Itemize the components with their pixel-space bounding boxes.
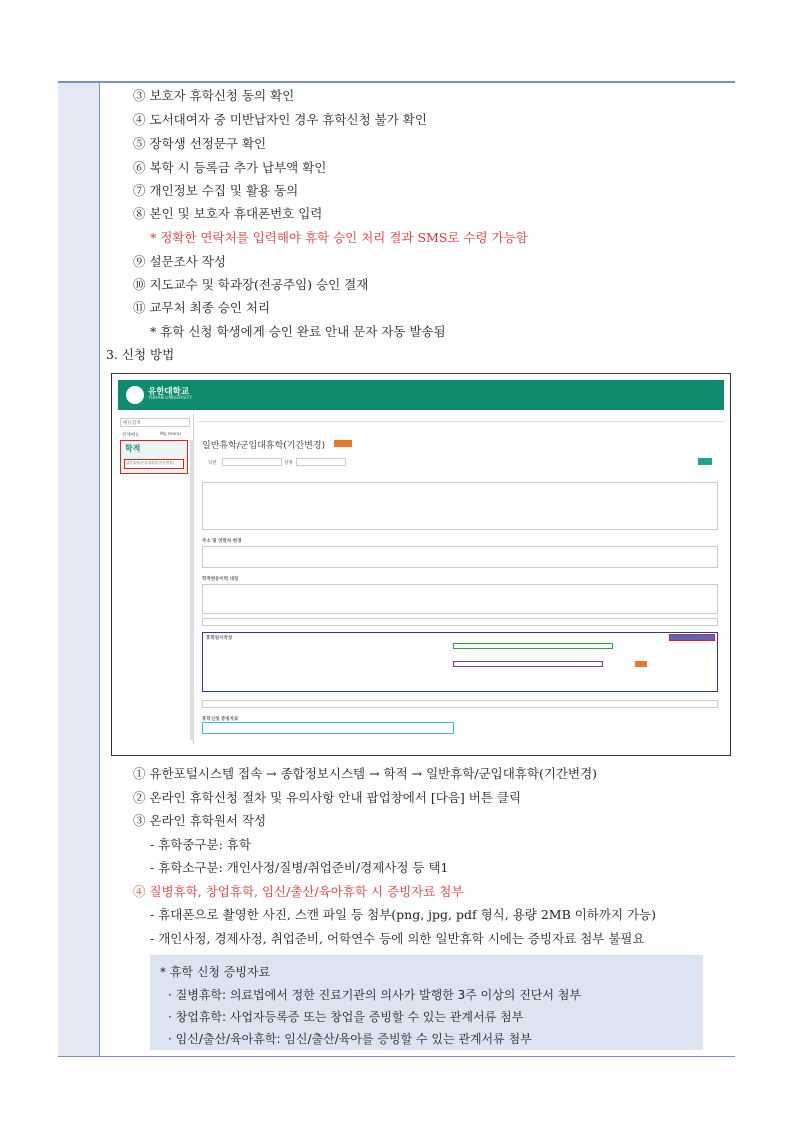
- sub-item-subcategory: - 휴학소구분: 개인사정/질병/취업준비/경제사정 등 택1: [150, 860, 449, 875]
- menu-search-input[interactable]: 메뉴검색: [120, 418, 190, 427]
- history-table: [202, 584, 718, 614]
- university-logo-icon: [126, 386, 144, 404]
- portal-sidebar: [118, 414, 194, 744]
- attachment-checklist[interactable]: [202, 722, 454, 734]
- step-6-tuition: ⑥ 복학 시 등록금 추가 납부액 확인: [133, 160, 327, 175]
- step-3-guardian: ③ 보호자 휴학신청 동의 확인: [133, 88, 295, 103]
- portal-screenshot: [111, 373, 731, 756]
- step-10-approval: ⑩ 지도교수 및 학과장(전공주임) 승인 결재: [133, 277, 369, 292]
- note-item-illness: · 질병휴학: 의료법에서 정한 진료기관의 의사가 발행한 3주 이상의 진단서 첨부: [168, 988, 581, 1002]
- step-11-final: ⑪ 교무처 최종 승인 처리: [133, 300, 271, 315]
- name-input[interactable]: [296, 458, 346, 466]
- menu-section-academic[interactable]: 학적 일반휴학/군입대휴학(기간변경): [120, 440, 188, 474]
- attachment-section-title: 휴학신청 증빙자료: [202, 717, 239, 722]
- contact-section-title: 주소 및 연락처 변경: [202, 539, 242, 544]
- step-4-library: ④ 도서대여자 중 미반납자인 경우 휴학신청 불가 확인: [133, 112, 427, 127]
- step-4-evidence: ④ 질병휴학, 창업휴학, 임신/출산/육아휴학 시 증빙자료 첨부: [133, 884, 464, 899]
- note-title: * 휴학 신청 증빙자료: [160, 965, 271, 979]
- leave-application-form: 휴학원서작성: [202, 632, 718, 692]
- note-item-parental: · 임신/출산/육아휴학: 임신/출산/육아를 증빙할 수 있는 관계서류 첨부: [168, 1032, 532, 1046]
- leave-type-field[interactable]: [453, 643, 613, 649]
- step-9-survey: ⑨ 설문조사 작성: [133, 254, 226, 269]
- history-section-title: 학적변동이력 대장: [202, 577, 239, 582]
- submit-button[interactable]: [669, 634, 715, 641]
- university-name: 유한대학교: [148, 387, 190, 397]
- page-title: 일반휴학/군입대휴학(기간변경): [202, 441, 326, 451]
- upload-button[interactable]: [635, 661, 647, 667]
- step-3-form: ③ 온라인 휴학원서 작성: [133, 813, 267, 828]
- step-8-phone: ⑧ 본인 및 보호자 휴대폰번호 입력: [133, 206, 323, 221]
- step-7-privacy: ⑦ 개인정보 수집 및 활용 동의: [133, 183, 299, 198]
- evidence-not-required: - 개인사정, 경제사정, 취업준비, 어학연수 등에 의한 일반휴학 시에는 증빙자료 첨부 불필요: [150, 931, 645, 946]
- guardian-grid: [202, 700, 718, 708]
- search-button[interactable]: [698, 458, 712, 465]
- history-summary: [202, 618, 718, 626]
- student-info-grid: [202, 482, 718, 530]
- table-bottom-border: [58, 1056, 735, 1057]
- student-no-input[interactable]: [222, 458, 282, 466]
- portal-header: [118, 380, 724, 410]
- student-no-label: 학번: [208, 461, 217, 466]
- tab-strip: [198, 414, 724, 422]
- menu-item-leave[interactable]: 일반휴학/군입대휴학(기간변경): [124, 459, 184, 469]
- sidebar-scrollbar[interactable]: [190, 440, 194, 740]
- university-subname: YUHAN UNIVERSITY: [148, 396, 193, 401]
- section-3-heading: 3. 신청 방법: [106, 347, 175, 362]
- note-item-startup: · 창업휴학: 사업자등록증 또는 창업을 증빙할 수 있는 관계서류 첨부: [168, 1010, 524, 1024]
- help-badge[interactable]: [334, 440, 352, 447]
- step-1-portal: ① 유한포털시스템 접속 → 종합정보시스템 → 학적 → 일반휴학/군입대휴학(기간변경): [133, 766, 598, 781]
- sub-item-category: - 휴학중구분: 휴학: [150, 837, 251, 852]
- tab-all-menu[interactable]: 전체메뉴: [122, 433, 140, 438]
- name-label: 성명: [284, 461, 293, 466]
- auto-sms-note: * 휴학 신청 학생에게 승인 완료 안내 문자 자동 발송됨: [150, 324, 446, 339]
- evidence-note-box: [150, 955, 703, 1050]
- step-5-scholarship: ⑤ 장학생 선정문구 확인: [133, 136, 267, 151]
- attachment-field[interactable]: [453, 661, 603, 667]
- table-left-column: [58, 83, 100, 1056]
- step-2-popup: ② 온라인 휴학신청 절차 및 유의사항 안내 팝업창에서 [다음] 버튼 클릭: [133, 790, 522, 805]
- tab-my-menu[interactable]: My menu: [160, 432, 181, 437]
- sms-note: * 정확한 연락처를 입력해야 휴학 승인 처리 결과 SMS로 수령 가능함: [150, 230, 528, 245]
- table-top-border: [58, 81, 735, 83]
- evidence-format: - 휴대폰으로 촬영한 사진, 스캔 파일 등 첨부(png, jpg, pdf 형식, 용량 2MB 이하까지 가능): [150, 907, 657, 922]
- contact-grid: [202, 546, 718, 568]
